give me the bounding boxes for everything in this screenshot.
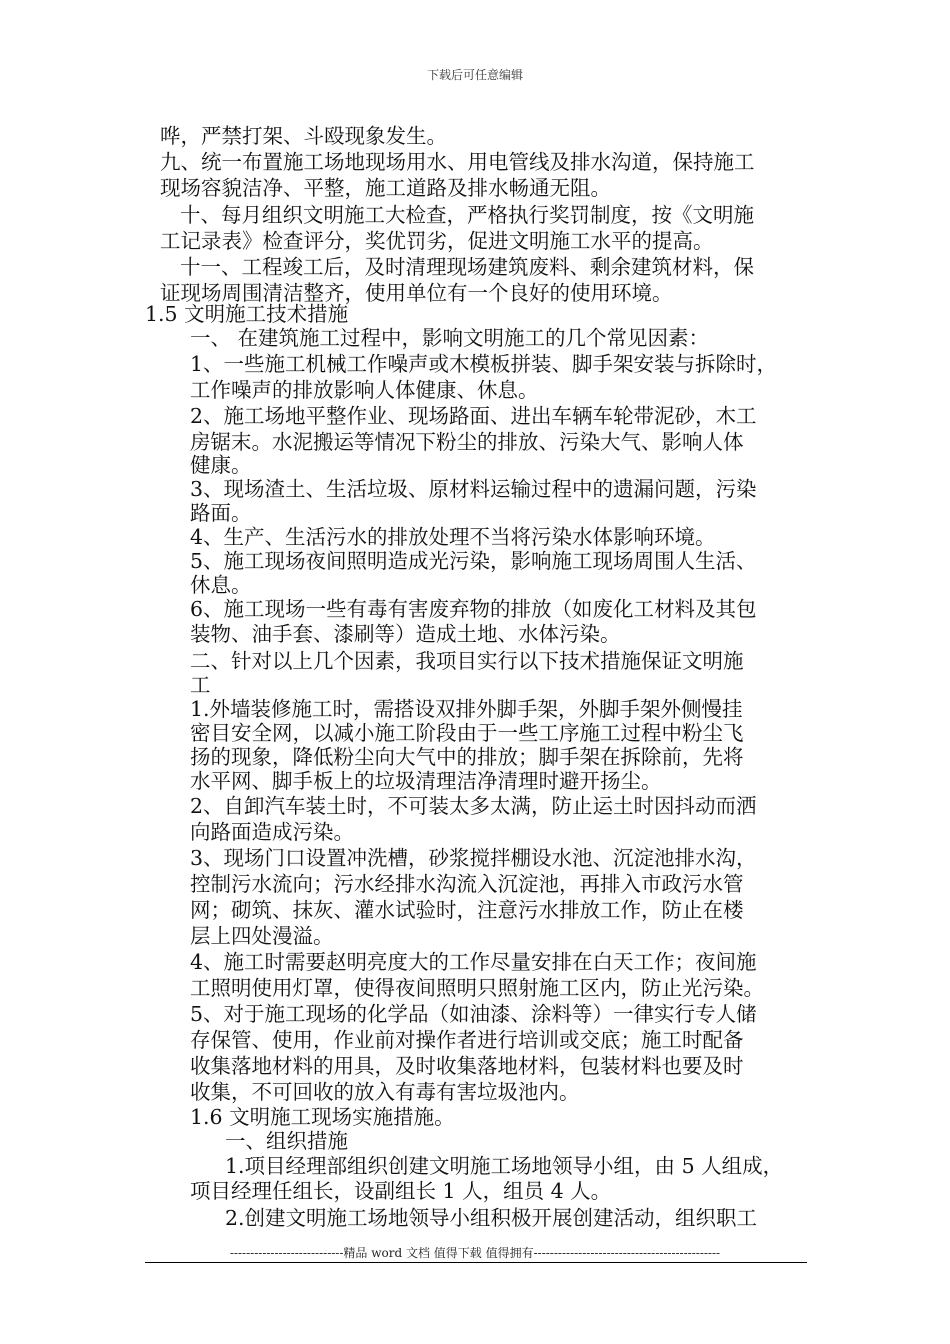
text-line: 收集落地材料的用具，及时收集落地材料，包装材料也要及时 (190, 1054, 744, 1078)
text-line: 5、对于施工现场的化学品（如油漆、涂料等）一律实行专人储 (190, 1002, 757, 1026)
text-line: 层上四处漫溢。 (190, 924, 334, 948)
text-line: 扬的现象，降低粉尘向大气中的排放；脚手架在拆除前，先将 (190, 745, 744, 769)
text-line: 工记录表》检查评分，奖优罚劣，促进文明施工水平的提高。 (160, 229, 714, 253)
text-line: 路面。 (190, 501, 252, 525)
text-line: 4、生产、生活污水的排放处理不当将污染水体影响环境。 (190, 525, 716, 549)
text-line: 健康。 (190, 453, 252, 477)
text-line: 哗，严禁打架、斗殴现象发生。 (160, 124, 447, 148)
text-line: 现场容貌洁净、平整，施工道路及排水畅通无阻。 (160, 176, 611, 200)
text-line: 2、施工场地平整作业、现场路面、进出车辆车轮带泥砂，木工 (190, 404, 757, 428)
text-line: 二、针对以上几个因素，我项目实行以下技术措施保证文明施 (190, 649, 744, 673)
text-line: 工 (190, 673, 211, 697)
page-footer: ----------------------------精品 word 文档 值得下载 值得拥有---------------------------------------------- (229, 1246, 721, 1260)
text-line: 收集，不可回收的放入有毒有害垃圾池内。 (190, 1080, 580, 1104)
text-line: 一、 在建筑施工过程中，影响文明施工的几个常见因素： (190, 326, 710, 350)
text-line: 3、现场门口设置冲洗槽，砂浆搅拌棚设水池、沉淀池排水沟， (190, 846, 757, 870)
text-line: 密目安全网，以减小施工阶段由于一些工序施工过程中粉尘飞 (190, 721, 744, 745)
text-line: 证现场周围清洁整齐，使用单位有一个良好的使用环境。 (160, 281, 673, 305)
text-line: 1、一些施工机械工作噪声或木模板拼装、脚手架安装与拆除时， (190, 352, 778, 376)
text-line: 5、施工现场夜间照明造成光污染，影响施工现场周围人生活、 (190, 549, 757, 573)
section-heading: 1.5 文明施工技术措施 (145, 302, 349, 326)
text-line: 1.项目经理部组织创建文明施工场地领导小组，由 5 人组成， (225, 1154, 784, 1178)
text-line: 九、统一布置施工场地现场用水、用电管线及排水沟道，保持施工 (160, 150, 755, 174)
text-line: 十、每月组织文明施工大检查，严格执行奖罚制度，按《文明施 (180, 203, 754, 227)
text-line: 十一、工程竣工后，及时清理现场建筑废料、剩余建筑材料，保 (180, 255, 754, 279)
text-line: 项目经理任组长，设副组长 1 人，组员 4 人。 (190, 1179, 612, 1203)
text-line: 房锯末。水泥搬运等情况下粉尘的排放、污染大气、影响人体 (190, 430, 744, 454)
text-line: 控制污水流向；污水经排水沟流入沉淀池，再排入市政污水管 (190, 872, 744, 896)
text-line: 2、自卸汽车装土时，不可装太多太满，防止运土时因抖动而洒 (190, 794, 757, 818)
text-line: 休息。 (190, 573, 252, 597)
text-line: 工照明使用灯罩，使得夜间照明只照射施工区内，防止光污染。 (190, 976, 764, 1000)
text-line: 3、现场渣土、生活垃圾、原材料运输过程中的遗漏问题，污染 (190, 477, 757, 501)
text-line: 装物、油手套、漆刷等）造成土地、水体污染。 (190, 622, 621, 646)
text-line: 存保管、使用，作业前对操作者进行培训或交底；施工时配备 (190, 1028, 744, 1052)
text-line: 水平网、脚手板上的垃圾清理洁净清理时避开扬尘。 (190, 769, 662, 793)
subsection-heading: 一、组织措施 (225, 1129, 348, 1153)
footer-divider (145, 1262, 807, 1263)
page-header: 下载后可任意编辑 (426, 68, 523, 82)
text-line: 向路面造成污染。 (190, 820, 354, 844)
text-line: 6、施工现场一些有毒有害废弃物的排放（如废化工材料及其包 (190, 597, 757, 621)
text-line: 4、施工时需要赵明亮度大的工作尽量安排在白天工作；夜间施 (190, 950, 757, 974)
text-line: 工作噪声的排放影响人体健康、休息。 (190, 378, 539, 402)
section-heading: 1.6 文明施工现场实施措施。 (190, 1105, 455, 1129)
text-line: 网；砌筑、抹灰、灌水试验时，注意污水排放工作，防止在楼 (190, 898, 744, 922)
text-line: 2.创建文明施工场地领导小组积极开展创建活动，组织职工 (225, 1206, 758, 1230)
text-line: 1.外墙装修施工时，需搭设双排外脚手架，外脚手架外侧慢挂 (190, 697, 743, 721)
